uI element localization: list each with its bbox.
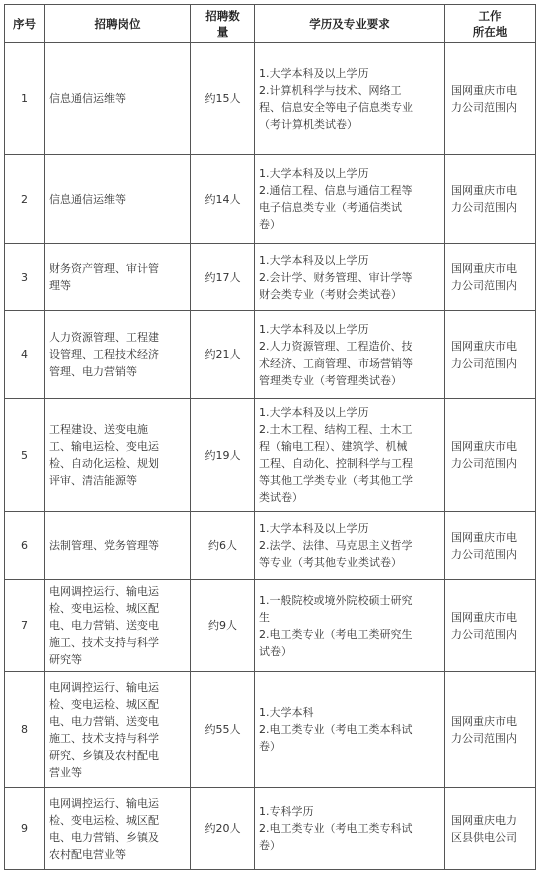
cell-num: 6 xyxy=(5,512,45,580)
cell-location xyxy=(445,244,536,311)
location-line: 力公司范围内 xyxy=(451,627,517,641)
post-line: 施工、技术支持与科学 xyxy=(49,731,159,745)
location-line: 国网重庆市电 xyxy=(451,440,517,453)
post-line: 电网调控运行、输电运 xyxy=(49,585,159,598)
post-line: 信息通信运维等 xyxy=(49,192,126,206)
requirement-line: 程、信息安全等电子信息类专业 xyxy=(259,100,413,114)
cell-post xyxy=(45,788,191,870)
cell-count: 约20人 xyxy=(191,788,255,870)
header-location-line1: 工作 xyxy=(478,8,502,23)
cell-count: 约21人 xyxy=(191,311,255,399)
requirement-line: 2.电工类专业（考电工类研究生 xyxy=(259,627,413,641)
requirement-line: （考计算机类试卷） xyxy=(259,117,358,131)
requirement-line: 管理类专业（考管理类试卷） xyxy=(259,373,402,387)
requirement-line: 2.法学、法律、马克思主义哲学 xyxy=(259,539,413,552)
table-row xyxy=(5,244,536,311)
post-line: 工程建设、送变电施 xyxy=(49,423,148,436)
header-location-line2: 所在地 xyxy=(472,24,508,39)
table-row xyxy=(5,788,536,870)
cell-location xyxy=(445,155,536,244)
table-row xyxy=(5,311,536,399)
post-line: 财务资产管理、审计管 xyxy=(49,262,159,275)
cell-post xyxy=(45,512,191,580)
requirement-line: 卷） xyxy=(259,218,281,231)
location-line: 力公司范围内 xyxy=(451,547,517,561)
requirement-line: 生 xyxy=(259,610,270,624)
requirement-line: 2.计算机科学与技术、网络工 xyxy=(259,83,402,97)
cell-num: 5 xyxy=(5,399,45,512)
requirement-line: 财会类专业（考财会类试卷） xyxy=(259,287,402,301)
recruitment-table xyxy=(4,4,536,870)
cell-location xyxy=(445,788,536,870)
cell-location xyxy=(445,399,536,512)
post-line: 工、输电运检、变电运 xyxy=(49,440,159,453)
location-line: 国网重庆电力 xyxy=(451,813,517,827)
header-requirements: 学历及专业要求 xyxy=(255,5,445,43)
header-num: 序号 xyxy=(5,5,45,43)
requirement-line: 术经济、工商管理、市场营销等 xyxy=(259,356,413,370)
cell-num: 1 xyxy=(5,43,45,155)
requirement-line: 2.土木工程、结构工程、土木工 xyxy=(259,423,413,436)
post-line: 理等 xyxy=(49,279,71,292)
requirement-line: 1.大学本科及以上学历 xyxy=(259,66,369,80)
post-line: 电网调控运行、输电运 xyxy=(49,680,159,694)
requirement-line: 1.大学本科及以上学历 xyxy=(259,253,369,267)
requirement-line: 工程、自动化、控制科学与工程 xyxy=(259,457,413,470)
cell-location xyxy=(445,43,536,155)
post-line: 研究、乡镇及农村配电 xyxy=(49,748,159,762)
requirement-line: 2.电工类专业（考电工类本科试 xyxy=(259,723,413,736)
requirement-line: 2.人力资源管理、工程造价、技 xyxy=(259,339,413,353)
header-row xyxy=(5,5,536,43)
cell-count: 约14人 xyxy=(191,155,255,244)
requirement-line: 1.大学本科 xyxy=(259,706,314,719)
post-line: 施工、技术支持与科学 xyxy=(49,636,159,649)
cell-requirements xyxy=(255,788,445,870)
post-line: 管理、电力营销等 xyxy=(49,365,137,378)
requirement-line: 试卷） xyxy=(259,644,292,658)
post-line: 研究等 xyxy=(49,653,82,666)
location-line: 国网重庆市电 xyxy=(451,530,517,544)
requirement-line: 2.电工类专业（考电工类专科试 xyxy=(259,822,413,835)
post-line: 农村配电营业等 xyxy=(49,847,126,861)
cell-num: 9 xyxy=(5,788,45,870)
cell-count: 约9人 xyxy=(191,580,255,672)
table-row xyxy=(5,43,536,155)
cell-requirements xyxy=(255,43,445,155)
cell-requirements xyxy=(255,155,445,244)
cell-count: 约19人 xyxy=(191,399,255,512)
requirement-line: 1.大学本科及以上学历 xyxy=(259,522,369,535)
requirement-line: 2.会计学、财务管理、审计学等 xyxy=(259,270,413,284)
header-post: 招聘岗位 xyxy=(45,5,191,43)
post-line: 法制管理、党务管理等 xyxy=(49,539,159,552)
requirement-line: 程（输电工程）、建筑学、机械 xyxy=(259,440,408,453)
post-line: 检、自动化运检、规划 xyxy=(49,457,159,470)
table-row xyxy=(5,155,536,244)
cell-num: 2 xyxy=(5,155,45,244)
location-line: 国网重庆市电 xyxy=(451,610,517,624)
table-row xyxy=(5,399,536,512)
cell-location xyxy=(445,512,536,580)
cell-count: 约17人 xyxy=(191,244,255,311)
header-count-line2: 量 xyxy=(216,24,229,39)
post-line: 人力资源管理、工程建 xyxy=(49,331,159,344)
cell-num: 7 xyxy=(5,580,45,672)
post-line: 检、变电运检、城区配 xyxy=(49,697,159,711)
requirement-line: 等专业（考其他专业类试卷） xyxy=(259,556,402,569)
location-line: 国网重庆市电 xyxy=(451,184,517,197)
cell-location xyxy=(445,311,536,399)
requirement-line: 电子信息类专业（考通信类试 xyxy=(259,201,402,214)
requirement-line: 类试卷） xyxy=(259,491,303,504)
post-line: 电、电力营销、送变电 xyxy=(49,714,159,728)
post-line: 检、变电运检、城区配 xyxy=(49,602,159,615)
requirement-line: 卷） xyxy=(259,740,281,753)
cell-post xyxy=(45,155,191,244)
header-location xyxy=(445,5,536,43)
post-line: 营业等 xyxy=(49,765,82,779)
cell-location xyxy=(445,672,536,788)
requirement-line: 1.一般院校或境外院校硕士研究 xyxy=(259,593,413,607)
cell-post xyxy=(45,43,191,155)
requirement-line: 卷） xyxy=(259,839,281,852)
post-line: 电网调控运行、输电运 xyxy=(49,796,159,810)
cell-post xyxy=(45,580,191,672)
location-line: 区县供电公司 xyxy=(451,830,517,844)
cell-requirements xyxy=(255,580,445,672)
requirement-line: 等其他工学类专业（考其他工学 xyxy=(259,474,413,487)
cell-count: 约6人 xyxy=(191,512,255,580)
location-line: 力公司范围内 xyxy=(451,100,517,114)
location-line: 国网重庆市电 xyxy=(451,83,517,97)
cell-num: 3 xyxy=(5,244,45,311)
requirement-line: 1.专科学历 xyxy=(259,805,314,818)
cell-post xyxy=(45,399,191,512)
table-row xyxy=(5,512,536,580)
table-row xyxy=(5,672,536,788)
location-line: 力公司范围内 xyxy=(451,201,517,214)
cell-requirements xyxy=(255,244,445,311)
requirement-line: 1.大学本科及以上学历 xyxy=(259,322,369,336)
cell-post xyxy=(45,311,191,399)
cell-requirements xyxy=(255,311,445,399)
location-line: 国网重庆市电 xyxy=(451,339,517,353)
table-body xyxy=(5,43,536,870)
requirement-line: 2.通信工程、信息与通信工程等 xyxy=(259,184,413,197)
location-line: 力公司范围内 xyxy=(451,731,517,745)
cell-location xyxy=(445,580,536,672)
location-line: 力公司范围内 xyxy=(451,279,517,292)
cell-post xyxy=(45,244,191,311)
cell-num: 8 xyxy=(5,672,45,788)
cell-requirements xyxy=(255,399,445,512)
cell-count: 约15人 xyxy=(191,43,255,155)
cell-post xyxy=(45,672,191,788)
post-line: 检、变电运检、城区配 xyxy=(49,813,159,827)
cell-requirements xyxy=(255,512,445,580)
post-line: 信息通信运维等 xyxy=(49,92,126,105)
cell-requirements xyxy=(255,672,445,788)
table-row xyxy=(5,580,536,672)
cell-num: 4 xyxy=(5,311,45,399)
requirement-line: 1.大学本科及以上学历 xyxy=(259,406,369,419)
header-count-line1: 招聘数 xyxy=(205,8,240,23)
location-line: 国网重庆市电 xyxy=(451,714,517,728)
location-line: 力公司范围内 xyxy=(451,457,517,470)
header-count xyxy=(191,5,255,43)
cell-count: 约55人 xyxy=(191,672,255,788)
post-line: 评审、清洁能源等 xyxy=(49,474,137,487)
post-line: 设管理、工程技术经济 xyxy=(49,348,159,361)
post-line: 电、电力营销、送变电 xyxy=(49,619,159,632)
location-line: 力公司范围内 xyxy=(451,356,517,370)
requirement-line: 1.大学本科及以上学历 xyxy=(259,167,369,180)
post-line: 电、电力营销、乡镇及 xyxy=(49,830,159,844)
location-line: 国网重庆市电 xyxy=(451,262,517,275)
